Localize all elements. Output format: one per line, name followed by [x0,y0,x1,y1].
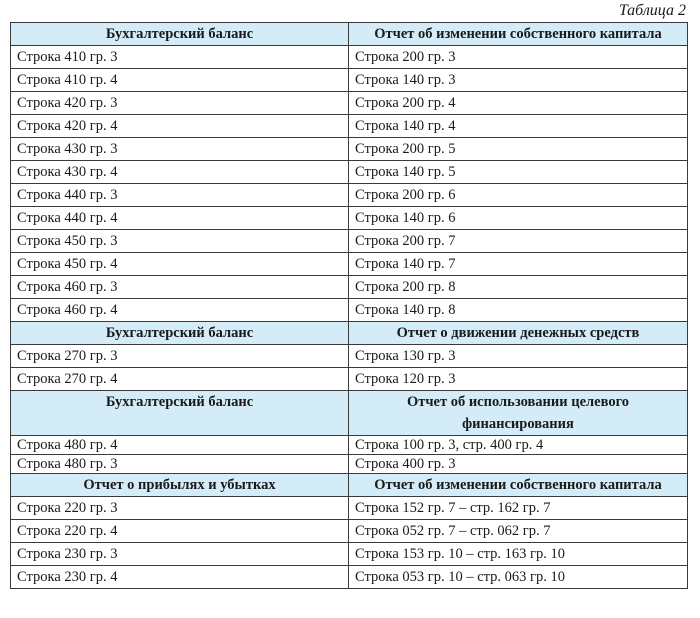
source-line-cell: Строка 220 гр. 4 [11,520,349,543]
section-right-header: Отчет о движении денежных средств [349,322,688,345]
target-line-cell: Строка 140 гр. 3 [349,69,688,92]
target-line-cell: Строка 200 гр. 8 [349,276,688,299]
source-line-cell: Строка 460 гр. 4 [11,299,349,322]
source-line-cell: Строка 410 гр. 4 [11,69,349,92]
table-row [11,207,688,230]
table-row [11,69,688,92]
section-right-header: Отчет об использовании целевого финансирования [349,391,688,436]
table-row [11,543,688,566]
section-left-header: Отчет о прибылях и убытках [11,474,349,497]
target-line-cell: Строка 200 гр. 3 [349,46,688,69]
target-line-cell: Строка 200 гр. 5 [349,138,688,161]
table-row [11,436,688,455]
section-header-row [11,391,688,436]
table-row [11,161,688,184]
target-line-cell: Строка 200 гр. 4 [349,92,688,115]
section-right-header: Отчет об изменении собственного капитала [349,474,688,497]
target-line-cell: Строка 120 гр. 3 [349,368,688,391]
source-line-cell: Строка 480 гр. 4 [11,436,349,455]
section-header-row [11,322,688,345]
table-row [11,368,688,391]
target-line-cell: Строка 153 гр. 10 – стр. 163 гр. 10 [349,543,688,566]
table-body [11,23,688,589]
target-line-cell: Строка 152 гр. 7 – стр. 162 гр. 7 [349,497,688,520]
table-row [11,184,688,207]
table-row [11,46,688,69]
source-line-cell: Строка 460 гр. 3 [11,276,349,299]
target-line-cell: Строка 140 гр. 5 [349,161,688,184]
table-row [11,497,688,520]
source-line-cell: Строка 270 гр. 3 [11,345,349,368]
source-line-cell: Строка 450 гр. 3 [11,230,349,253]
target-line-cell: Строка 130 гр. 3 [349,345,688,368]
table-row [11,455,688,474]
source-line-cell: Строка 220 гр. 3 [11,497,349,520]
table-row [11,345,688,368]
target-line-cell: Строка 052 гр. 7 – стр. 062 гр. 7 [349,520,688,543]
source-line-cell: Строка 430 гр. 4 [11,161,349,184]
target-line-cell: Строка 140 гр. 4 [349,115,688,138]
section-right-header: Отчет об изменении собственного капитала [349,23,688,46]
correspondence-table [10,22,688,589]
target-line-cell: Строка 200 гр. 7 [349,230,688,253]
table-row [11,299,688,322]
source-line-cell: Строка 430 гр. 3 [11,138,349,161]
table-row [11,566,688,589]
source-line-cell: Строка 450 гр. 4 [11,253,349,276]
table-row [11,138,688,161]
source-line-cell: Строка 440 гр. 4 [11,207,349,230]
section-header-row [11,474,688,497]
section-header-row [11,23,688,46]
table-row [11,276,688,299]
table-row [11,230,688,253]
source-line-cell: Строка 270 гр. 4 [11,368,349,391]
section-left-header: Бухгалтерский баланс [11,23,349,46]
source-line-cell: Строка 410 гр. 3 [11,46,349,69]
target-line-cell: Строка 053 гр. 10 – стр. 063 гр. 10 [349,566,688,589]
target-line-cell: Строка 140 гр. 8 [349,299,688,322]
table-row [11,253,688,276]
target-line-cell: Строка 400 гр. 3 [349,455,688,474]
section-left-header: Бухгалтерский баланс [11,322,349,345]
source-line-cell: Строка 440 гр. 3 [11,184,349,207]
source-line-cell: Строка 480 гр. 3 [11,455,349,474]
table-row [11,520,688,543]
source-line-cell: Строка 230 гр. 4 [11,566,349,589]
source-line-cell: Строка 420 гр. 4 [11,115,349,138]
table-row [11,115,688,138]
table-row [11,92,688,115]
target-line-cell: Строка 200 гр. 6 [349,184,688,207]
table-caption: Таблица 2 [618,2,686,19]
source-line-cell: Строка 420 гр. 3 [11,92,349,115]
target-line-cell: Строка 100 гр. 3, стр. 400 гр. 4 [349,436,688,455]
target-line-cell: Строка 140 гр. 6 [349,207,688,230]
target-line-cell: Строка 140 гр. 7 [349,253,688,276]
source-line-cell: Строка 230 гр. 3 [11,543,349,566]
section-left-header: Бухгалтерский баланс [11,391,349,436]
